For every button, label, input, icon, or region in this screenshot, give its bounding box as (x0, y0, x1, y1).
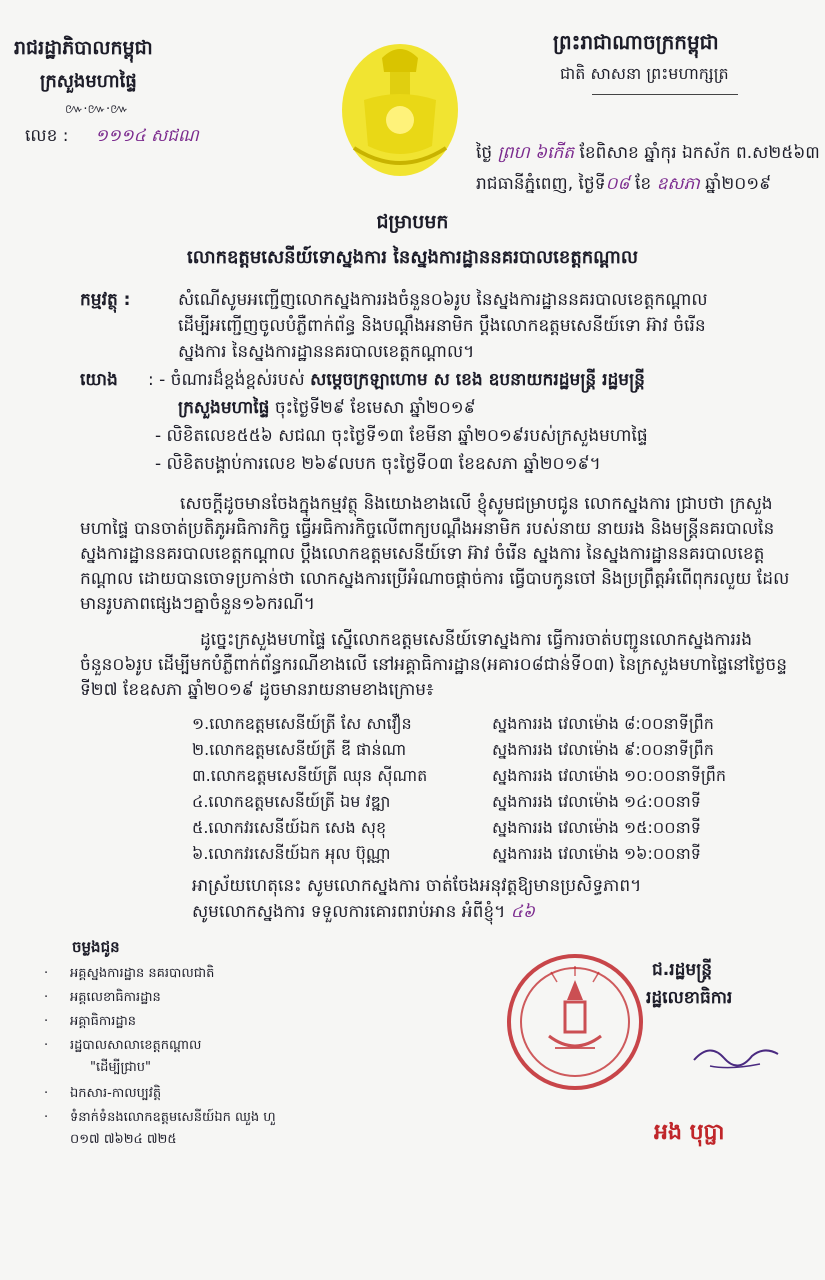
reference-item-1-line2 (178, 396, 476, 420)
subject-line-3: ស្នងការ នៃស្នងការដ្ឋាននគរបាលខេត្តកណ្តាល។ (178, 342, 475, 362)
signature-line-2: រដ្ឋលេខាធិការ (646, 988, 733, 1008)
subject-line-2: ដើម្បីអញ្ជើញចូលបំភ្លឺពាក់ព័ន្ធ និងបណ្តឹងអនាមិក ប្តឹងលោកឧត្តមសេនីយ៍ទោ អ៊ាវ ចំរើន (178, 316, 706, 336)
distribution-item-7: ទំនាក់ទំនងលោកឧត្តមសេនីយ៍ឯក ឈួង ហួ (70, 1110, 276, 1125)
distribution-item-4: រដ្ឋបាលសាលាខេត្តកណ្តាល (70, 1038, 202, 1053)
schedule-row-1-time: ស្នងការរង វេលាម៉ោង ៨:០០នាទីព្រឹក (492, 714, 714, 733)
bullet-dot: · (44, 966, 49, 981)
bullet-dot: · (44, 1038, 49, 1053)
solar-date-day: ០៨ (605, 174, 630, 194)
solar-date-year: ឆ្នាំ២០១៩ (705, 174, 772, 194)
doc-number-label: លេខ : (25, 126, 69, 146)
distribution-item-2: អគ្គលេខាធិការដ្ឋាន (70, 990, 161, 1005)
schedule-row-6-name: ៦.លោកវរសេនីយ៍ឯក អុល ប៊ុណ្ណា (192, 844, 391, 863)
schedule-row-4-time: ស្នងការរង វេលាម៉ោង ១៤:០០នាទី (492, 792, 701, 811)
addressee-line: លោកឧត្តមសេនីយ៍ទោស្នងការ នៃស្នងការដ្ឋាននគរបាលខេត្តកណ្តាល (187, 247, 638, 268)
solar-date-month: ឧសភា (656, 174, 700, 194)
reference-item-1-bold: សម្តេចក្រឡាហោម ស ខេង ឧបនាយករដ្ឋមន្ត្រី រដ្ឋមន្ត្រី (310, 370, 645, 390)
schedule-row-2-time: ស្នងការរង វេលាម៉ោង ៩:០០នាទីព្រឹក (492, 740, 714, 759)
signature-line-1: ជ.រដ្ឋមន្ត្រី (652, 960, 713, 980)
royal-emblem-logo (324, 28, 476, 184)
distribution-title: ចម្លងជូន (72, 938, 120, 956)
kingdom-heading: ព្រះរាជាណាចក្រកម្ពុជា (553, 30, 719, 54)
signatory-name: អង បុប្ផា (654, 1120, 725, 1145)
lunar-date-rest: ខែពិសាខ ឆ្នាំកុរ ឯកស័ក ព.ស២៥៦៣ (579, 143, 820, 163)
closing-hand-mark: ៤៦ (510, 902, 535, 922)
motto-divider (592, 94, 738, 95)
doc-number-value: ១១១៤ សជណ (95, 126, 199, 146)
reference-item-3: - លិខិតបង្គាប់ការលេខ ២៦៩លបក ចុះថ្ងៃទី០៣ ខែឧសភា ឆ្នាំ២០១៩។ (155, 454, 601, 474)
bullet-dot: · (44, 1014, 49, 1029)
schedule-row-5-name: ៥.លោកវរសេនីយ៍ឯក សេង សុខុ (192, 818, 387, 837)
schedule-row-4-name: ៤.លោកឧត្តមសេនីយ៍ត្រី ឯម វឌ្ឍា (192, 792, 391, 811)
kingdom-gov-heading: រាជរដ្ឋាភិបាលកម្ពុជា (14, 37, 153, 59)
body-paragraph-1: សេចក្តីដូចមានចែងក្នុងកម្មវត្ថុ និងយោងខាងលើ ខ្ញុំសូមជម្រាបជូន លោកស្នងការ ជ្រាបថា ក្រសួងមហាផ្ទៃ បានចាត់ប្រតិភូអធិការកិច្ច ធ្វើអធិការកិច្ចលើពាក្យបណ្តឹងអនាមិក របស់នាយ នាយរង និងមន្ត្រីនគរបាលនៃស្នងការដ្ឋាននគរបាលខេត្តកណ្តាល ប្តឹងលោកឧត្តមសេនីយ៍ទោ អ៊ាវ ចំរើន ស្នងការ នៃស្នងការដ្ឋាននគរបាលខេត្តកណ្តាល ដោយបានចោទប្រកាន់ថា លោកស្នងការប្រើអំណាចផ្តាច់ការ ធ្វើបាបកូនចៅ និងប្រព្រឹត្តអំពើពុករលួយ ដែលមានរូបភាពផ្សេងៗគ្នាចំនួន១៦ករណី។ (80, 494, 790, 614)
national-motto: ជាតិ សាសនា ព្រះមហាក្សត្រ (560, 64, 729, 83)
closing-line-2 (192, 900, 535, 924)
subject-label: កម្មវត្ថុ : (80, 290, 131, 310)
schedule-row-3-time: ស្នងការរង វេលាម៉ោង ១០:០០នាទីព្រឹក (492, 766, 726, 785)
closing-line-1: អាស្រ័យហេតុនេះ សូមលោកស្នងការ ចាត់ចែងអនុវត្តឱ្យមានប្រសិទ្ធភាព។ (192, 876, 642, 896)
reference-item-1-prefix: : - ចំណារដ៏ខ្ពង់ខ្ពស់របស់ (148, 370, 305, 390)
header-ornament: ៚·៚·៚ (65, 102, 129, 117)
bullet-dot: · (44, 990, 49, 1005)
ministry-heading: ក្រសួងមហាផ្ទៃ (40, 71, 137, 92)
reference-item-2: - លិខិតលេខ៥៥៦ សជណ ចុះថ្ងៃទី១៣ ខែមីនា ឆ្នាំ២០១៩របស់ក្រសួងមហាផ្ទៃ (155, 426, 648, 446)
distribution-item-1: អគ្គស្នងការដ្ឋាន នគរបាលជាតិ (70, 966, 215, 981)
schedule-row-2-name: ២.លោកឧត្តមសេនីយ៍ត្រី ឌី ផាន់ណា (192, 740, 407, 759)
schedule-row-6-time: ស្នងការរង វេលាម៉ោង ១៦:០០នាទី (492, 844, 701, 863)
lunar-date-line (476, 141, 820, 165)
solar-date-month-prefix: ខែ (635, 174, 652, 194)
schedule-row-5-time: ស្នងការរង វេលាម៉ោង ១៥:០០នាទី (492, 818, 701, 837)
bullet-dot: · (44, 1110, 49, 1125)
subject-line-1: សំណើសូមអញ្ជើញលោកស្នងការរងចំនួន០៦រូប នៃស្នងការដ្ឋាននគរបាលខេត្តកណ្តាល (178, 290, 708, 310)
solar-date-prefix: រាជធានីភ្នំពេញ, ថ្ងៃទី (476, 174, 606, 194)
distribution-item-8: ០១៧ ៧៦២៤ ៧២៥ (70, 1132, 177, 1147)
solar-date-line (476, 172, 771, 196)
schedule-row-3-name: ៣.លោកឧត្តមសេនីយ៍ត្រី ឈុន ស៊ីណាត (192, 766, 428, 785)
lunar-date-handwritten: ព្រហ ៦កើត (497, 143, 575, 163)
bullet-dot: · (44, 1086, 49, 1101)
body-paragraph-2: ដូច្នេះក្រសួងមហាផ្ទៃ ស្នើលោកឧត្តមសេនីយ៍ទោស្នងការ ធ្វើការចាត់បញ្ជូនលោកស្នងការរងចំនួន០៦រូប ដើម្បីមកបំភ្លឺពាក់ព័ន្ធករណីខាងលើ នៅអគ្គាធិការដ្ឋាន(អគារ០៨ជាន់ទី០៣) នៃក្រសួងមហាផ្ទៃនៅថ្ងៃចន្ទ ទី២៧ ខែឧសភា ឆ្នាំ២០១៩ ដូចមានរាយនាមខាងក្រោម៖ (80, 630, 787, 700)
distribution-item-5: "ដើម្បីជ្រាប" (90, 1060, 151, 1075)
distribution-item-6: ឯកសារ-កាលប្បវត្តិ (70, 1086, 162, 1101)
reference-item-1 (148, 368, 645, 392)
reference-item-1-date: ចុះថ្ងៃទី២៩ ខែមេសា ឆ្នាំ២០១៩ (274, 398, 476, 418)
schedule-row-1-name: ១.លោកឧត្តមសេនីយ៍ត្រី សែ សាវឿន (192, 714, 412, 733)
reference-item-1-ministry: ក្រសួងមហាផ្ទៃ (178, 398, 270, 418)
lunar-date-prefix: ថ្ងៃ (476, 143, 493, 163)
ministry-seal-stamp (505, 952, 645, 1092)
letter-title: ជម្រាបមក (376, 211, 449, 233)
handwritten-signature (690, 1036, 790, 1076)
closing-line-2-text: សូមលោកស្នងការ ទទួលការគោរពរាប់អាន អំពីខ្ញុំ។ (192, 902, 506, 922)
reference-label: យោង (80, 370, 118, 390)
distribution-item-3: អគ្គាធិការដ្ឋាន (70, 1014, 137, 1029)
